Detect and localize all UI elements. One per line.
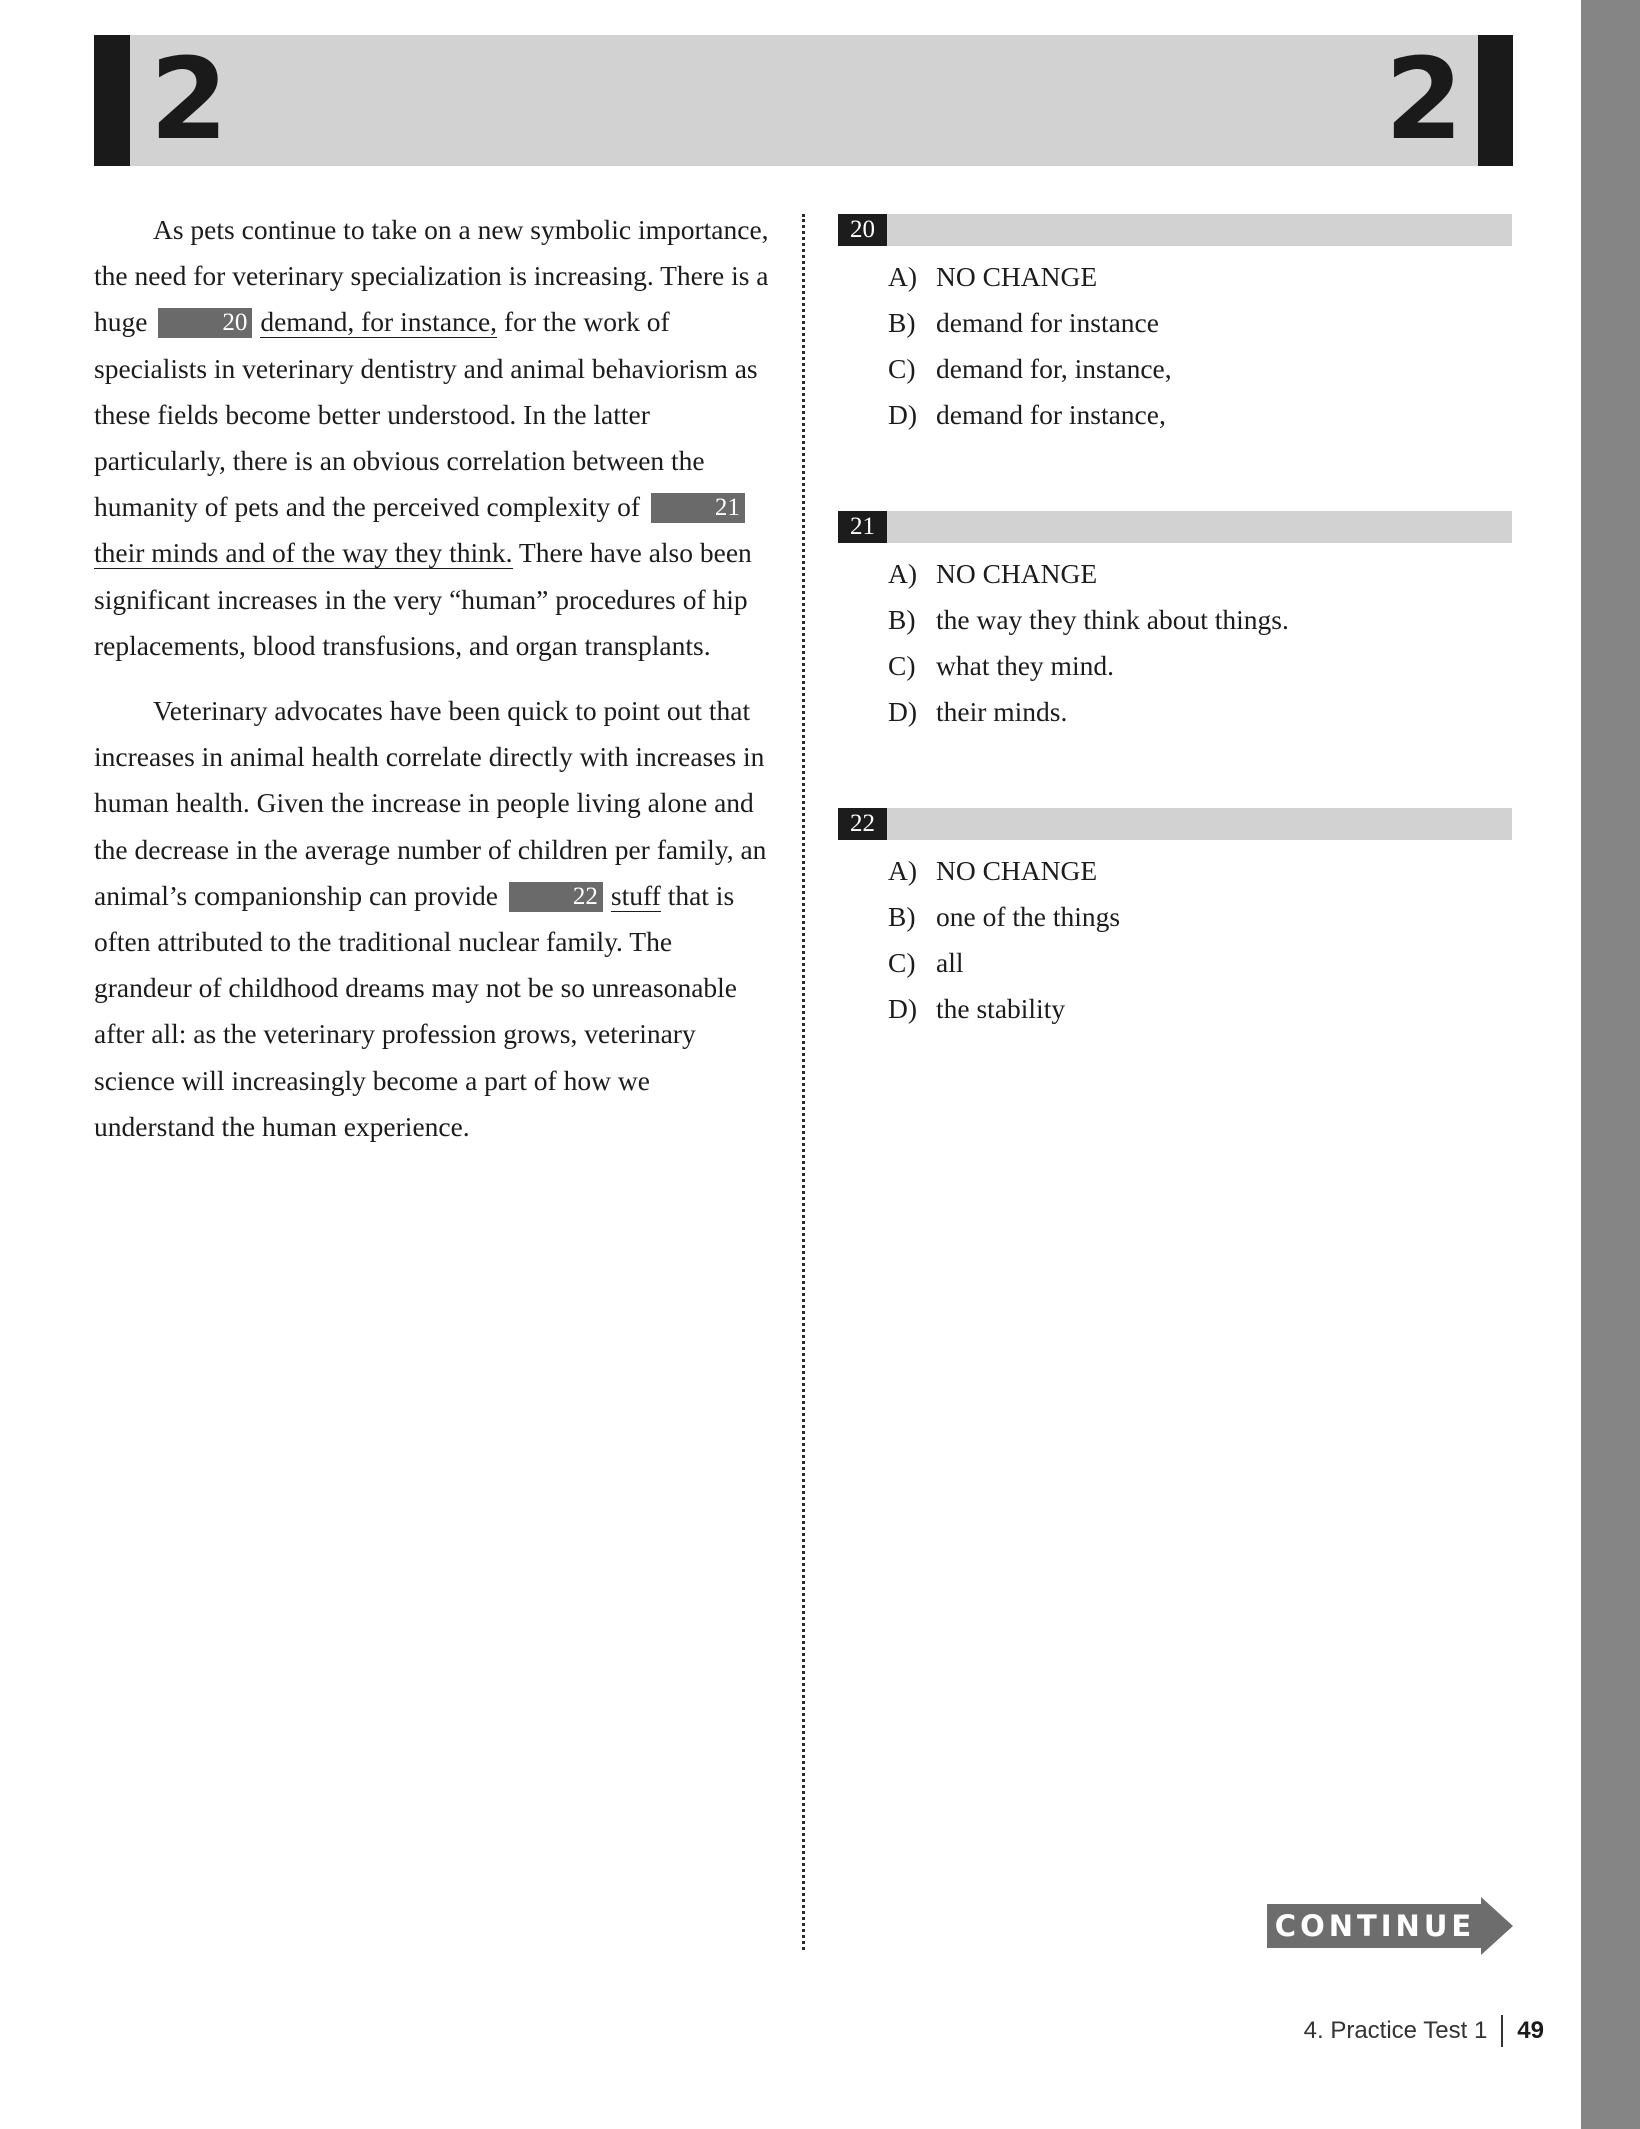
option-text: their minds. — [936, 696, 1068, 727]
option-letter: C) — [888, 353, 916, 384]
question-header — [838, 511, 1512, 543]
option-text: all — [936, 947, 964, 978]
continue-label: CONTINUE — [1267, 1904, 1483, 1948]
option-text: what they mind. — [936, 650, 1114, 681]
option-text: the way they think about things. — [936, 604, 1289, 635]
answer-option-b[interactable] — [888, 300, 1512, 346]
option-letter: B) — [888, 307, 916, 338]
option-text: NO CHANGE — [936, 261, 1098, 292]
answer-option-c[interactable] — [888, 940, 1512, 986]
passage-paragraph-2 — [94, 688, 774, 1150]
column-divider — [802, 214, 805, 1950]
question-header — [838, 214, 1512, 246]
option-letter: C) — [888, 650, 916, 681]
underlined-portion-22[interactable]: stuff — [610, 879, 661, 911]
underlined-portion-21[interactable]: their minds and of the way they think. — [94, 537, 513, 569]
answer-option-d[interactable] — [888, 689, 1512, 735]
answer-option-b[interactable] — [888, 894, 1512, 940]
footer-chapter-label: 4. Practice Test 1 — [1303, 2017, 1488, 2044]
answer-option-c[interactable] — [888, 346, 1512, 392]
side-edge-strip — [1581, 0, 1640, 2129]
answer-options — [838, 848, 1512, 1032]
option-text: one of the things — [936, 901, 1121, 932]
question-20 — [838, 214, 1512, 438]
header-bar-left — [94, 35, 130, 166]
passage-text: There have also been significant increases in the very “human” procedures of hip replacements, blood transfusions, and organ transplants. — [94, 537, 752, 661]
section-number-left: 2 — [150, 35, 228, 165]
question-number: 20 — [838, 214, 887, 246]
passage-paragraph-1 — [94, 207, 774, 669]
passage — [94, 207, 774, 1150]
passage-text: for the work of specialists in veterinary dentistry and animal behaviorism as these fields become better understood. In the latter particularly, there is an obvious correlation between the humanity of pets and the perceived complexity of — [94, 306, 758, 523]
section-header-band — [94, 35, 1513, 166]
option-letter: A) — [888, 261, 918, 292]
answer-option-a[interactable] — [888, 254, 1512, 300]
header-bar-right — [1478, 35, 1513, 166]
option-letter: C) — [888, 947, 916, 978]
answer-option-d[interactable] — [888, 392, 1512, 438]
option-letter: D) — [888, 399, 918, 430]
page-number: 49 — [1517, 2017, 1544, 2044]
answer-option-b[interactable] — [888, 597, 1512, 643]
answer-options — [838, 254, 1512, 438]
option-letter: D) — [888, 696, 918, 727]
option-text: demand for instance — [936, 307, 1159, 338]
question-22 — [838, 808, 1512, 1032]
option-text: demand for instance, — [936, 399, 1166, 430]
passage-text: Veterinary advocates have been quick to point out that increases in animal health correlate directly with increases in human health. Given the increase in people living alone and the decrease in the average number of children per family, an animal’s companionship can provide — [94, 695, 767, 911]
passage-text: As pets continue to take on a new symbolic importance, the need for veterinary specialization is increasing. There is a huge — [94, 214, 769, 338]
underlined-portion-20[interactable]: demand, for instance, — [260, 306, 498, 338]
question-number: 21 — [838, 511, 887, 543]
question-21 — [838, 511, 1512, 735]
option-text: NO CHANGE — [936, 855, 1098, 886]
answer-option-a[interactable] — [888, 848, 1512, 894]
continue-button[interactable] — [1267, 1897, 1513, 1953]
answer-option-d[interactable] — [888, 986, 1512, 1032]
footer-separator — [1501, 2015, 1503, 2047]
answer-options — [838, 551, 1512, 735]
option-letter: A) — [888, 558, 918, 589]
section-number-right: 2 — [1385, 35, 1463, 165]
arrow-right-icon — [1481, 1897, 1513, 1955]
option-text: NO CHANGE — [936, 558, 1098, 589]
question-number: 22 — [838, 808, 887, 840]
option-letter: A) — [888, 855, 918, 886]
page-footer — [1280, 2011, 1544, 2051]
question-marker-21[interactable]: 21 — [651, 493, 745, 523]
option-text: demand for, instance, — [936, 353, 1172, 384]
question-header — [838, 808, 1512, 840]
answer-option-c[interactable] — [888, 643, 1512, 689]
answer-option-a[interactable] — [888, 551, 1512, 597]
option-letter: B) — [888, 604, 916, 635]
question-marker-20[interactable]: 20 — [158, 308, 252, 338]
option-letter: B) — [888, 901, 916, 932]
question-marker-22[interactable]: 22 — [509, 882, 603, 912]
passage-text: that is often attributed to the traditional nuclear family. The grandeur of childhood dreams may not be so unreasonable after all: as the veterinary profession grows, veterinary science will increasingly become a part of how we understand the human experience. — [94, 879, 738, 1142]
option-text: the stability — [936, 993, 1066, 1024]
option-letter: D) — [888, 993, 918, 1024]
